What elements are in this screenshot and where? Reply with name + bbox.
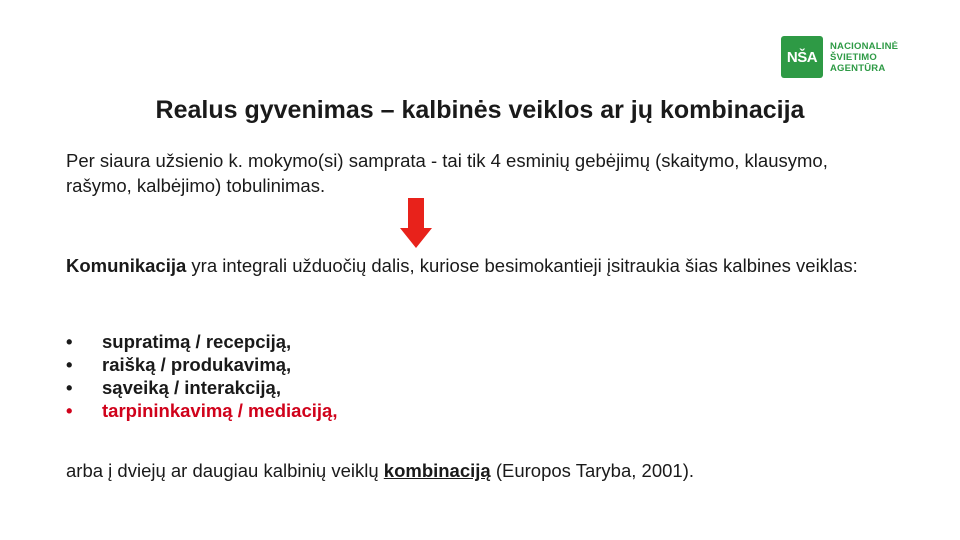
logo-line-3: AGENTŪRA [830,62,886,74]
intro-paragraph: Per siaura užsienio k. mokymo(si) samprata - tai tik 4 esminių gebėjimų (skaitymo, klausymo, rašymo, kalbėjimo) tobulinimas. [66,150,828,196]
bullet-icon: • [66,377,73,398]
list-item [66,376,337,399]
bullet-icon: • [66,400,73,421]
list-item [66,399,337,422]
combination-text-before: arba į dviejų ar daugiau kalbinių veiklų [66,460,384,481]
bullet-icon: • [66,354,73,375]
combination-text-after: (Europos Taryba, 2001). [490,460,694,481]
list-item [66,330,337,353]
logo-line-2: ŠVIETIMO [830,51,877,63]
list-item-text: sąveiką / interakciją, [102,377,281,398]
agency-logo [781,36,898,78]
list-item [66,353,337,376]
arrow-down-icon [400,198,432,248]
bullet-icon: • [66,331,73,352]
combination-term: kombinaciją [383,460,491,481]
slide-title: Realus gyvenimas – kalbinės veiklos ar jų kombinacija [155,96,805,124]
logo-text [830,41,898,74]
logo-mark: NŠA [781,36,823,78]
activities-list [66,330,337,422]
list-item-text: supratimą / recepciją, [102,331,292,352]
communication-paragraph [66,253,886,278]
list-item-text: raišką / produkavimą, [102,354,292,375]
list-item-text: tarpininkavimą / mediaciją, [102,400,338,421]
communication-term: Komunikacija [66,255,187,276]
communication-text: yra integrali užduočių dalis, kuriose besimokantieji įsitraukia šias kalbines veiklas: [186,255,858,276]
combination-paragraph [66,458,926,483]
logo-line-1: NACIONALINĖ [830,40,899,52]
